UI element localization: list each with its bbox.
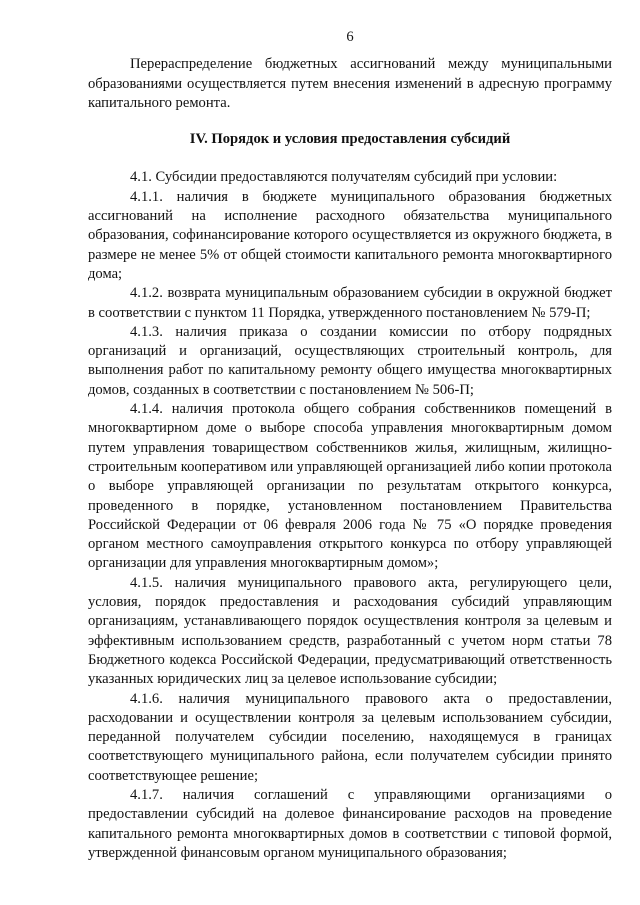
section-heading: IV. Порядок и условия предоставления субсидий xyxy=(189,131,511,148)
paragraph-4-1-1: 4.1.1. наличия в бюджете муниципального образования бюджетных ассигнований на исполнение расходного обязательства муниципального образования, софинансирование которого осуществляется из окружного бюджета, в размере не менее 5% от общей стоимости капитального ремонта многоквартирного дома; xyxy=(88,188,612,282)
paragraph-4-1-3: 4.1.3. наличия приказа о создании комиссии по отбору подрядных организаций и организаций, осуществляющих строительный контроль, для выполнения работ по капитальному ремонту общего имущества многоквартирных домов, созданных в соответствии с постановлением № 506-П; xyxy=(88,323,612,398)
paragraph-4-1-6: 4.1.6. наличия муниципального правового акта о предоставлении, расходовании и осуществлении контроля за целевым использованием субсидии, переданной получателем субсидии поселению, находящемуся в границах соответствующего муниципального района, если получателем субсидии принято соответствующее решение; xyxy=(88,690,612,784)
paragraph-4-1-4: 4.1.4. наличия протокола общего собрания собственников помещений в многоквартирном доме о выборе способа управления многоквартирным домом путем управления товариществом собственников жилья, жилищным, жилищно-строительным кооперативом или управляющей организацией либо копии протокола о выборе управляющей организации по результатам открытого конкурса, проведенного в порядке, установленном постановлением Правительства Российской Федерации от 06 февраля 2006 года № 75 «О порядке проведения органом местного самоуправления открытого конкурса по отбору управляющей организации для управления многоквартирным домом»; xyxy=(88,401,613,572)
paragraph-4-1-7: 4.1.7. наличия соглашений с управляющими организациями о предоставлении субсидий на долевое финансирование расходов на проведение капитального ремонта многоквартирных домов в соответствии с типовой формой, утвержденной финансовым органом муниципального образования; xyxy=(88,786,612,861)
paragraph-4-1: 4.1. Субсидии предоставляются получателям субсидий при условии: xyxy=(130,169,558,186)
intro-paragraph: Перераспределение бюджетных ассигнований между муниципальными образованиями осуществляется путем внесения изменений в адресную программу капитального ремонта. xyxy=(88,56,612,111)
paragraph-4-1-5: 4.1.5. наличия муниципального правового акта, регулирующего цели, условия, порядок предоставления и расходования субсидий управляющим организациям, устанавливающего порядок осуществления контроля за целевым и эффективным использованием средств, разработанный с учетом норм статьи 78 Бюджетного кодекса Российской Федерации, предусматривающий ответственность указанных юридических лиц за целевое использование субсидии; xyxy=(88,574,612,688)
paragraph-4-1-2: 4.1.2. возврата муниципальным образованием субсидии в окружной бюджет в соответствии с пунктом 11 Порядка, утвержденного постановлением № 579-П; xyxy=(88,285,612,321)
page-number: 6 xyxy=(346,29,354,45)
document-page xyxy=(88,28,612,863)
